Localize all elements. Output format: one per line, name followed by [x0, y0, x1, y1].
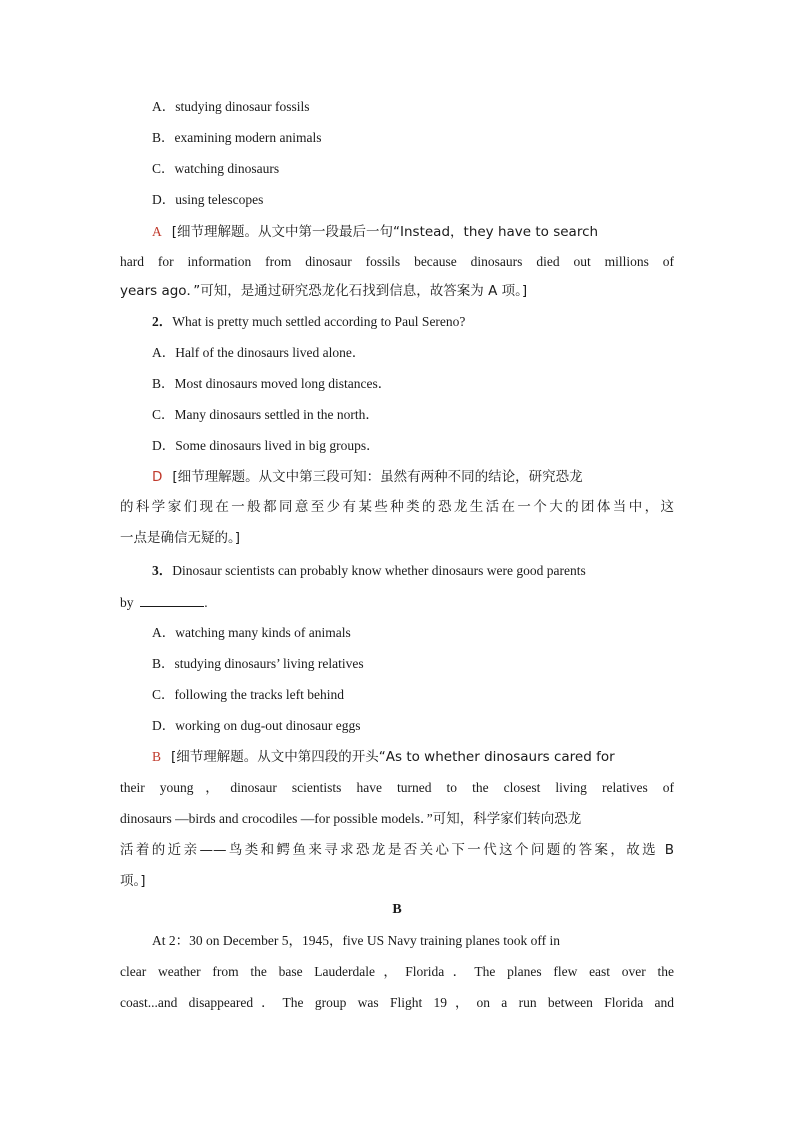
q2-stem: 2．What is pretty much settled according to Paul Sereno?: [152, 314, 466, 329]
q3-stem-line-2: by .: [120, 592, 674, 613]
q2-explanation-line-2: 的科学家们现在一般都同意至少有某些种类的恐龙生活在一个大的团体当中，这: [120, 499, 674, 515]
q1-explanation-line-2: hard for information from dinosaur fossils because dinosaurs died out millions of: [120, 254, 674, 269]
q1-answer: A: [152, 224, 162, 239]
q1-option-b: B．examining modern animals: [152, 130, 322, 145]
q2-explanation-line-3: 一点是确信无疑的。]: [120, 530, 241, 546]
q3-answer: B: [152, 749, 162, 764]
passage-line-3: coast...and disappeared．The group was Flight 19，on a run between Florida and: [120, 995, 674, 1010]
q3-explanation-line-3: dinosaurs —birds and crocodiles —for possible models．”可知，科学家们转向恐龙: [120, 811, 582, 826]
q2-option-c: C．Many dinosaurs settled in the north．: [152, 407, 379, 422]
q2-explanation-line-1: D [细节理解题。从文中第三段可知：虽然有两种不同的结论，研究恐龙: [152, 469, 583, 485]
q2-number: 2．: [152, 314, 173, 329]
q3-explanation-line-1: B [细节理解题。从文中第四段的开头“As to whether dinosaurs cared for: [152, 749, 615, 765]
q1-option-c: C．watching dinosaurs: [152, 161, 280, 176]
answer-blank: [140, 592, 204, 607]
q3-option-d: D．working on dug-out dinosaur eggs: [152, 718, 361, 733]
q3-option-b: B．studying dinosaurs’ living relatives: [152, 656, 364, 671]
q3-option-a: A．watching many kinds of animals: [152, 625, 351, 640]
q1-explanation-line-3: years ago．”可知，是通过研究恐龙化石找到信息，故答案为 A 项。]: [120, 283, 528, 299]
q1-option-a: A．studying dinosaur fossils: [152, 99, 310, 114]
passage-line-1: At 2：30 on December 5，1945，five US Navy training planes took off in: [152, 933, 561, 948]
q1-option-d: D．using telescopes: [152, 192, 264, 207]
q3-explanation-line-2: their young，dinosaur scientists have turned to the closest living relatives of: [120, 780, 674, 795]
q1-explanation-line-1: A [细节理解题。从文中第一段最后一句“Instead，they have to search: [152, 224, 599, 240]
q3-stem: 3．Dinosaur scientists can probably know whether dinosaurs were good parents: [152, 563, 586, 578]
q2-option-b: B．Most dinosaurs moved long distances．: [152, 376, 392, 391]
q2-option-d: D．Some dinosaurs lived in big groups．: [152, 438, 380, 453]
passage-line-2: clear weather from the base Lauderdale，Florida．The planes flew east over the: [120, 964, 674, 979]
q3-explanation-line-4: 活着的近亲——鸟类和鳄鱼来寻求恐龙是否关心下一代这个问题的答案，故选 B: [120, 842, 674, 858]
q2-option-a: A．Half of the dinosaurs lived alone．: [152, 345, 366, 360]
q3-number: 3．: [152, 563, 173, 578]
q2-answer: D: [152, 469, 163, 485]
section-heading: B: [392, 902, 402, 917]
q3-explanation-line-5: 项。]: [120, 873, 146, 889]
q3-option-c: C．following the tracks left behind: [152, 687, 344, 702]
